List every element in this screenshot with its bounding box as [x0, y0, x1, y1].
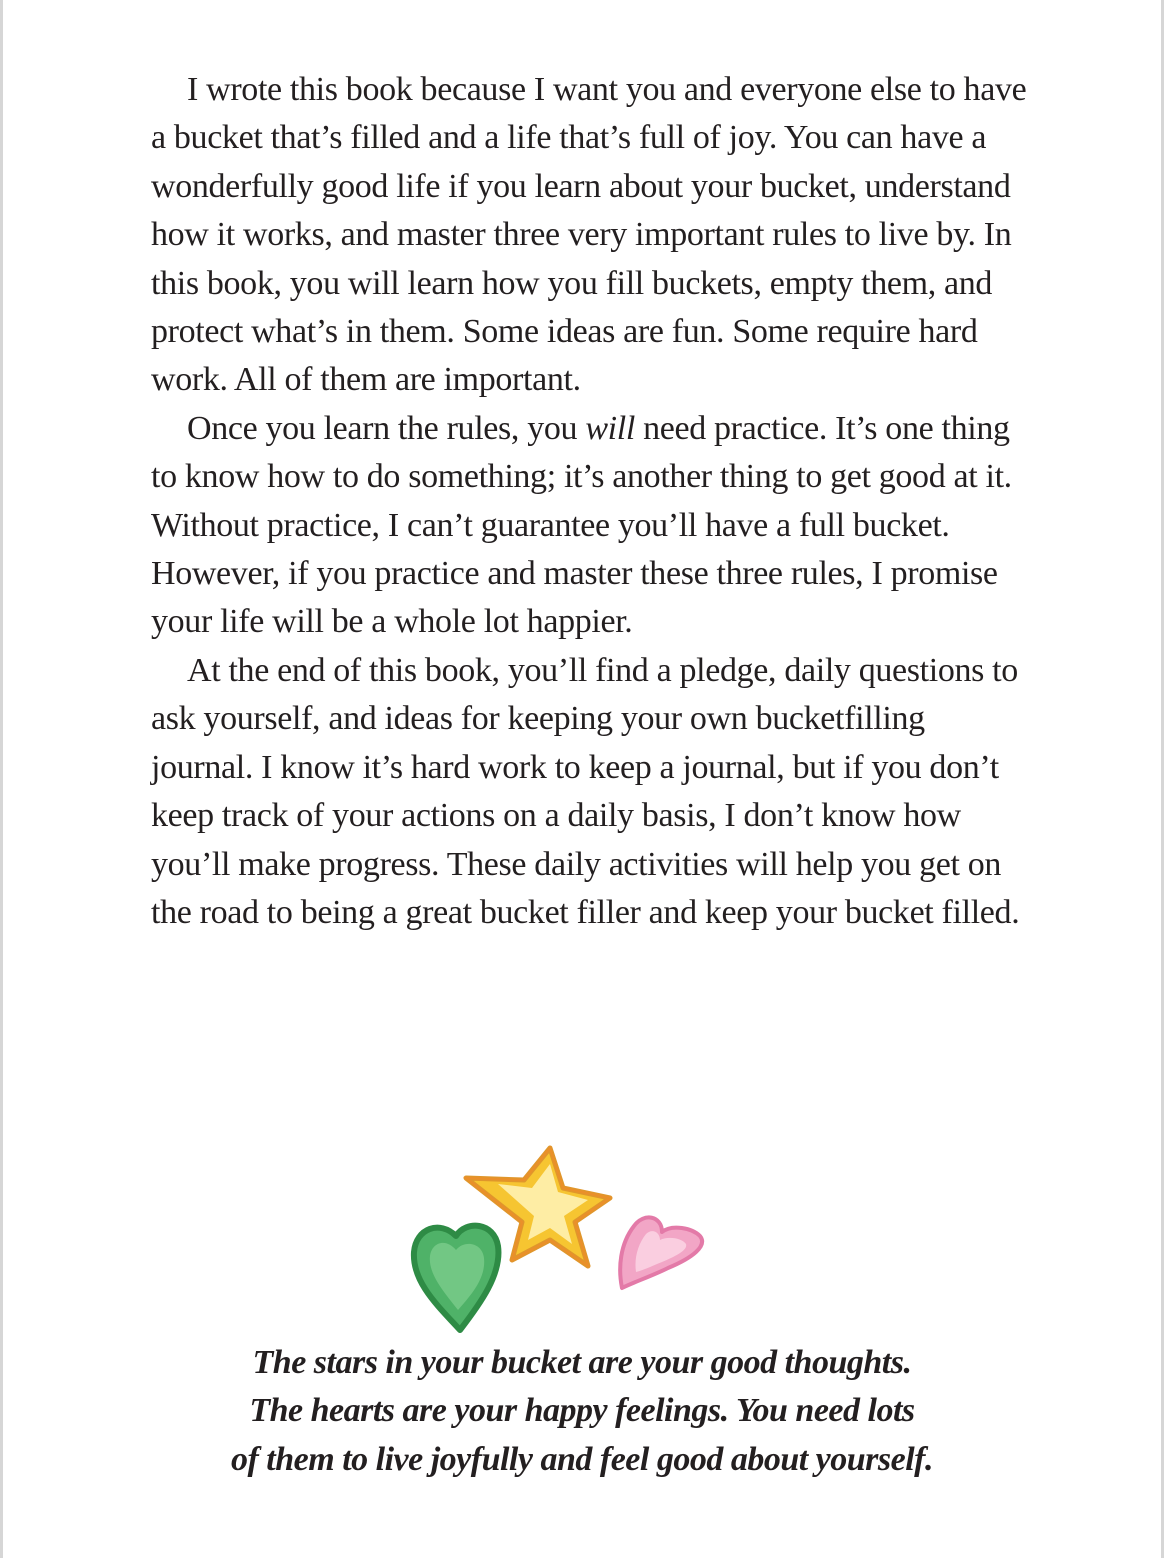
paragraph-1	[151, 66, 1031, 405]
paragraph-2	[151, 405, 1031, 647]
paragraph-3	[151, 647, 1031, 937]
running-head-cutoff	[758, 0, 1088, 4]
pink-heart-icon	[620, 1217, 702, 1288]
paragraph-2-emphasis: will	[585, 409, 635, 447]
green-heart-icon	[414, 1226, 499, 1330]
caption-line-2: The hearts are your happy feelings. You need lots	[249, 1392, 915, 1430]
paragraph-2-text-start: Once you learn the rules, you	[187, 409, 586, 447]
stars-hearts-illustration	[400, 1140, 730, 1340]
paragraph-1-text: I wrote this book because I want you and everyone else to have a bucket that’s filled and a life that’s full of joy. You can have a wonderfully good life if you learn about your bucket, understand how it works, and master three very important rules to live by. In this book, you will learn how you fill buckets, empty them, and protect what’s in them. Some ideas are fun. Some require hard work. All of them are important.	[151, 71, 1027, 399]
paragraph-2-text-end: need practice. It’s one thing to know how to do something; it’s another thing to get good at it. Without practice, I can’t guarantee you’ll have a full bucket. However, if you practice and master these three rules, I promise your life will be a whole lot happier.	[151, 409, 1012, 641]
page-edge-left	[0, 0, 3, 1558]
illustration-caption	[160, 1339, 1004, 1484]
body-text	[151, 66, 1031, 937]
caption-line-3: of them to live joyfully and feel good about yourself.	[230, 1440, 934, 1478]
caption-line-1: The stars in your bucket are your good thoughts.	[252, 1344, 912, 1381]
paragraph-3-text: At the end of this book, you’ll find a pledge, daily questions to ask yourself, and ideas for keeping your own bucketfilling journal. I know it’s hard work to keep a journal, but if you don’t keep track of your actions on a daily basis, I don’t know how you’ll make progress. These daily activities will help you get on the road to being a great bucket filler and keep your bucket filled.	[151, 651, 1020, 931]
